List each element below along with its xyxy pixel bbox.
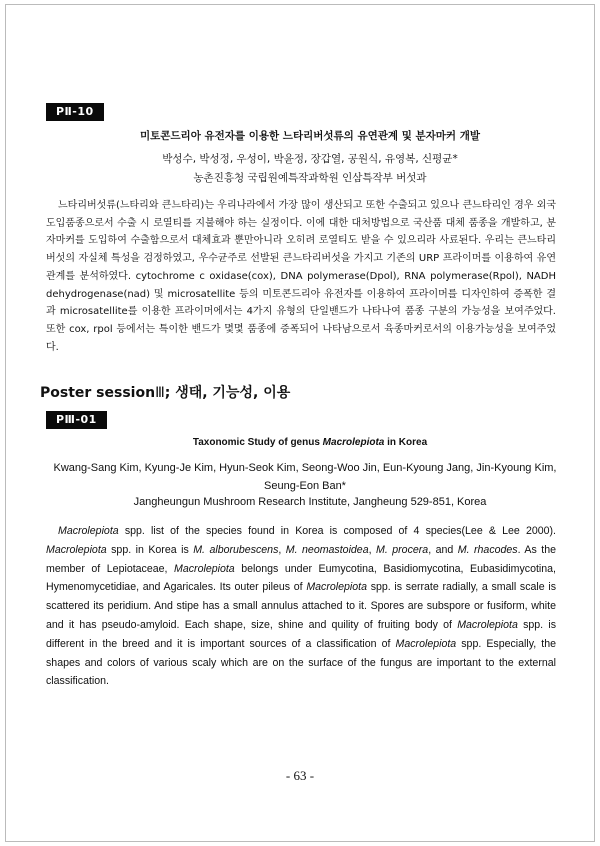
abstract-tag-p2-10: PⅡ-10	[46, 103, 104, 121]
abstract-tag-p3-01: PⅢ-01	[46, 411, 107, 429]
abstract-body-en	[46, 522, 556, 691]
authors-en	[40, 459, 570, 495]
genus-name: Macrolepiota	[306, 581, 367, 594]
genus-name: Macrolepiota	[395, 637, 457, 650]
session-heading-numeral: Ⅲ	[155, 385, 165, 401]
abstract-body-kr: 느타리버섯류(느타리와 큰느타리)는 우리나라에서 가장 많이 생산되고 또한 수출되고 있으나 큰느타리인 경우 외국도입품종으로서 수출 시 로열티를 지불해야 하는 실정이다. 이에 대한 대처방법으로 국산품 대체 품종을 개발하고, 분자마커를 도입하여 수출함으로서 대체효과 뿐만아니라 오히려 로열티도 받을 수 있으리라 사료된다. 우리는 큰느타리버섯의 자실체 특성을 검정하였고, 우수균주로 선발된 큰느타리버섯을 가지고 기존의 URP 프라이머를 이용하여 유연관계를 분석하였다. cytochrome c oxidase(cox), DNA polymerase(Dpol), RNA polymerase(Rpol), NADH dehydrogenase(nad) 및 microsatellite 등의 미토콘드리아 유전자를 이용하여 프라이머를 디자인하여 증폭한 결과 microsatellite를 이용한 프라이머에서는 4가지 유형의 단일밴드가 나타나여 품종 구분의 가능성을 보여주었다. 또한 cox, rpol 등에서는 특이한 밴드가 몇몇 품종에 증폭되어 나타남으로서 육종마커로서의 이용가능성을 보여주었다.	[46, 200, 556, 353]
abstract-title-kr: 미토콘드리아 유전자를 이용한 느타리버섯류의 유연관계 및 분자마커 개발	[139, 130, 481, 142]
genus-name: Macrolepiota	[58, 525, 119, 537]
session-heading	[40, 382, 560, 402]
session-heading-prefix: Poster session	[40, 385, 156, 401]
abstract-text: spp. Especially, the shapes and colors of various scaly which are on the surface of the fungus are important to the external classification.	[46, 637, 556, 688]
abstract-text: ,	[368, 543, 377, 556]
genus-name: Macrolepiota	[174, 562, 235, 575]
abstract-text: spp. is serrate radially, a small scale is scattered its peridium. And stipe has a small annulus attached to it. Spores are subspore or fusiform, white and it has pseudo-amyloid. Each shape, size, shine and quility of fruiting body of	[46, 581, 557, 631]
species-name: M. neomastoidea	[285, 543, 369, 556]
affiliation-kr: 농촌진흥청 국립원예특작과학원 인삼특작부 버섯과	[193, 172, 427, 184]
abstract-text: spp. in Korea is	[106, 543, 194, 556]
species-name: M. alborubescens	[193, 543, 279, 556]
title-en-prefix: Taxonomic Study of genus	[192, 437, 323, 448]
authors-kr: 박성수, 박성정, 우성이, 박윤정, 장갑열, 공원식, 유영복, 신평균*	[162, 153, 458, 165]
abstract-text: spp. is different in the breed and it is important sources of a classification of	[46, 618, 557, 650]
abstract-title-en	[60, 437, 560, 448]
genus-name: Macrolepiota	[46, 543, 107, 556]
authors-en-line2: Seung-Eon Ban*	[264, 480, 346, 492]
session-heading-suffix: ; 생태, 기능성, 이용	[164, 385, 291, 401]
genus-name: Macrolepiota	[457, 618, 518, 631]
abstract-text: belongs under Eumycotina, Basidiomycotina, Eubasidimycotina, Hymenomycetidiae, and Agaricales. Its outer pileus of	[46, 562, 556, 594]
abstract-text: ,	[278, 543, 286, 556]
species-name: M. rhacodes	[457, 543, 518, 556]
abstract-text: , and	[428, 543, 458, 556]
title-en-suffix: in Korea	[384, 437, 428, 448]
species-name: M. procera	[376, 543, 429, 556]
title-en-genus: Macrolepiota	[322, 437, 385, 448]
abstract-text: spp. list of the species found in Korea is composed of 4 species(Lee & Lee 2000).	[118, 525, 556, 537]
page-number: - 63 -	[285, 768, 315, 783]
affiliation-en: Jangheungun Mushroom Research Institute, Jangheung 529-851, Korea	[133, 496, 487, 508]
abstract-text: . As the member of Lepiotaceae,	[46, 543, 556, 575]
authors-en-line1: Kwang-Sang Kim, Kyung-Je Kim, Hyun-Seok Kim, Seong-Woo Jin, Eun-Kyoung Jang, Jin-Kyoung Kim,	[53, 462, 557, 474]
